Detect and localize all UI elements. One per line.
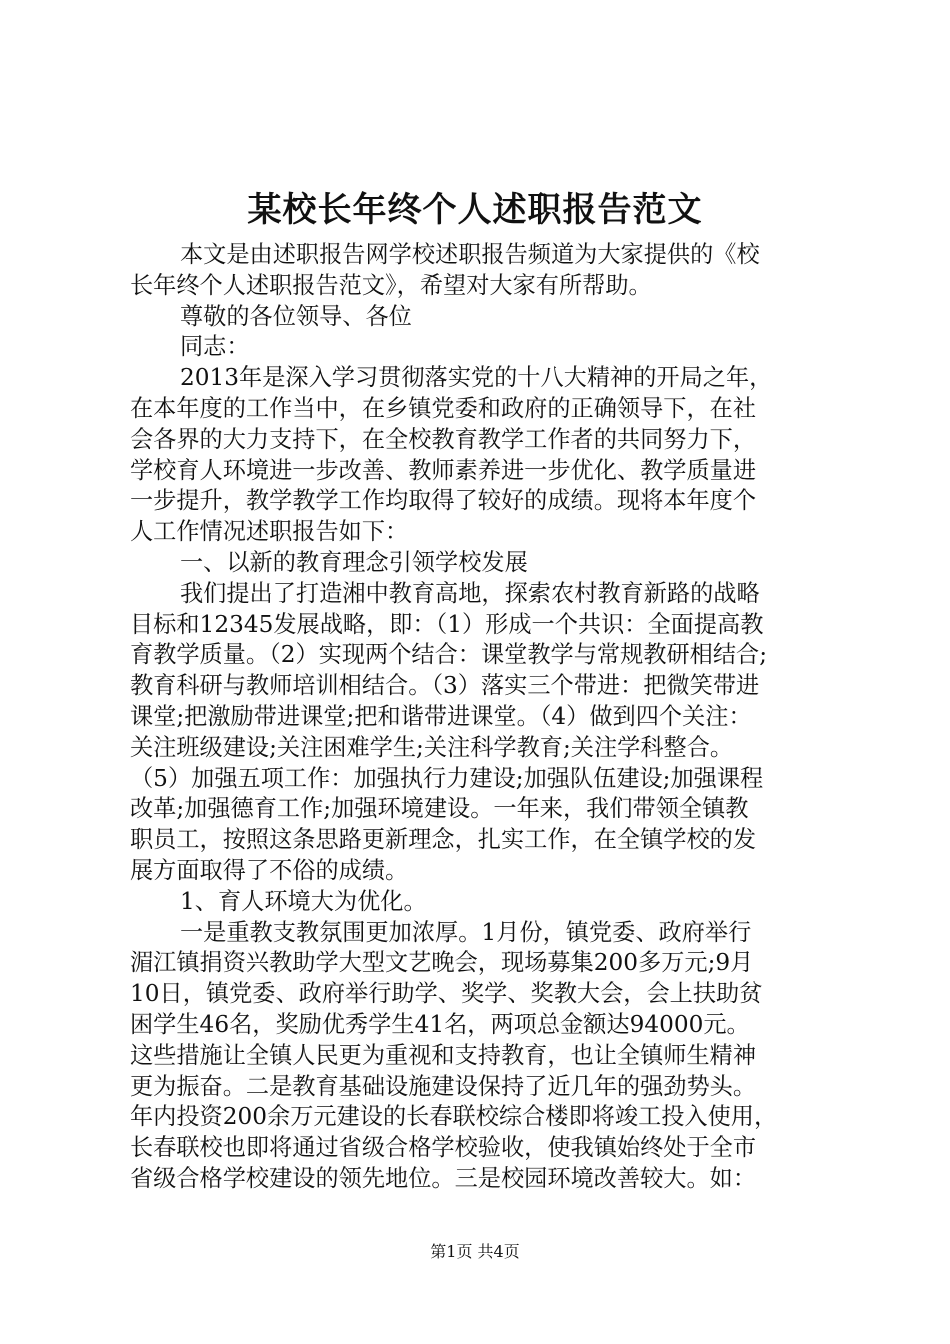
text-line: 本文是由述职报告网学校述职报告频道为大家提供的《校: [180, 241, 760, 268]
text-line: 这些措施让全镇人民更为重视和支持教育，也让全镇师生精神: [130, 1041, 757, 1069]
text-line: 同志：: [180, 333, 250, 361]
text-line: 会各界的大力支持下，在全校教育教学工作者的共同努力下，: [130, 425, 757, 453]
text-line: 长年终个人述职报告范文》，希望对大家有所帮助。: [130, 271, 652, 299]
text-line: 教育科研与教师培训相结合。（3）落实三个带进：把微笑带进: [130, 672, 760, 700]
text-line: 更为振奋。二是教育基础设施建设保持了近几年的强劲势头。: [130, 1072, 757, 1100]
text-line: 关注班级建设;关注困难学生;关注科学教育;关注学科整合。: [130, 733, 734, 761]
text-line: 课堂;把激励带进课堂;把和谐带进课堂。（4）做到四个关注：: [130, 702, 752, 730]
text-line: 困学生46名，奖励优秀学生41名，两项总金额达94000元。: [130, 1010, 750, 1038]
text-line: 在本年度的工作当中，在乡镇党委和政府的正确领导下，在社: [130, 394, 757, 422]
document-body: [130, 240, 830, 1195]
text-line: 尊敬的各位领导、各位: [180, 302, 412, 330]
section-heading: 一、以新的教育理念引领学校发展: [180, 548, 528, 576]
text-line: （5）加强五项工作：加强执行力建设;加强队伍建设;加强课程: [130, 764, 764, 792]
page-number-footer: 第1页 共4页: [430, 1242, 520, 1261]
text-line: 展方面取得了不俗的成绩。: [130, 856, 409, 884]
text-line: 一是重教支教氛围更加浓厚。1月份，镇党委、政府举行: [180, 918, 752, 946]
text-line: 湄江镇捐资兴教助学大型文艺晚会，现场募集200多万元;9月: [130, 949, 754, 977]
text-line: 年内投资200余万元建设的长春联校综合楼即将竣工投入使用，: [130, 1103, 778, 1131]
text-line: 改革;加强德育工作;加强环境建设。一年来，我们带领全镇教: [130, 795, 749, 823]
text-line: 我们提出了打造湘中教育高地，探索农村教育新路的战略: [180, 579, 760, 607]
subsection-heading: 1、育人环境大为优化。: [180, 887, 427, 915]
text-line: 2013年是深入学习贯彻落实党的十八大精神的开局之年，: [180, 364, 773, 392]
text-line: 一步提升，教学教学工作均取得了较好的成绩。现将本年度个: [130, 487, 757, 515]
text-line: 目标和12345发展战略，即：（1）形成一个共识：全面提高教: [130, 610, 764, 638]
text-line: 10日，镇党委、政府举行助学、奖学、奖教大会，会上扶助贫: [130, 980, 763, 1008]
text-line: 人工作情况述职报告如下：: [130, 518, 409, 546]
text-line: 省级合格学校建设的领先地位。三是校园环境改善较大。如：: [130, 1164, 757, 1192]
text-line: 学校育人环境进一步改善、教师素养进一步优化、教学质量进: [130, 456, 757, 484]
text-line: 育教学质量。（2）实现两个结合：课堂教学与常规教研相结合;: [130, 641, 768, 669]
text-line: 职员工，按照这条思路更新理念，扎实工作，在全镇学校的发: [130, 826, 757, 854]
text-line: 长春联校也即将通过省级合格学校验收，使我镇始终处于全市: [130, 1134, 757, 1162]
document-title: 某校长年终个人述职报告范文: [247, 190, 703, 230]
